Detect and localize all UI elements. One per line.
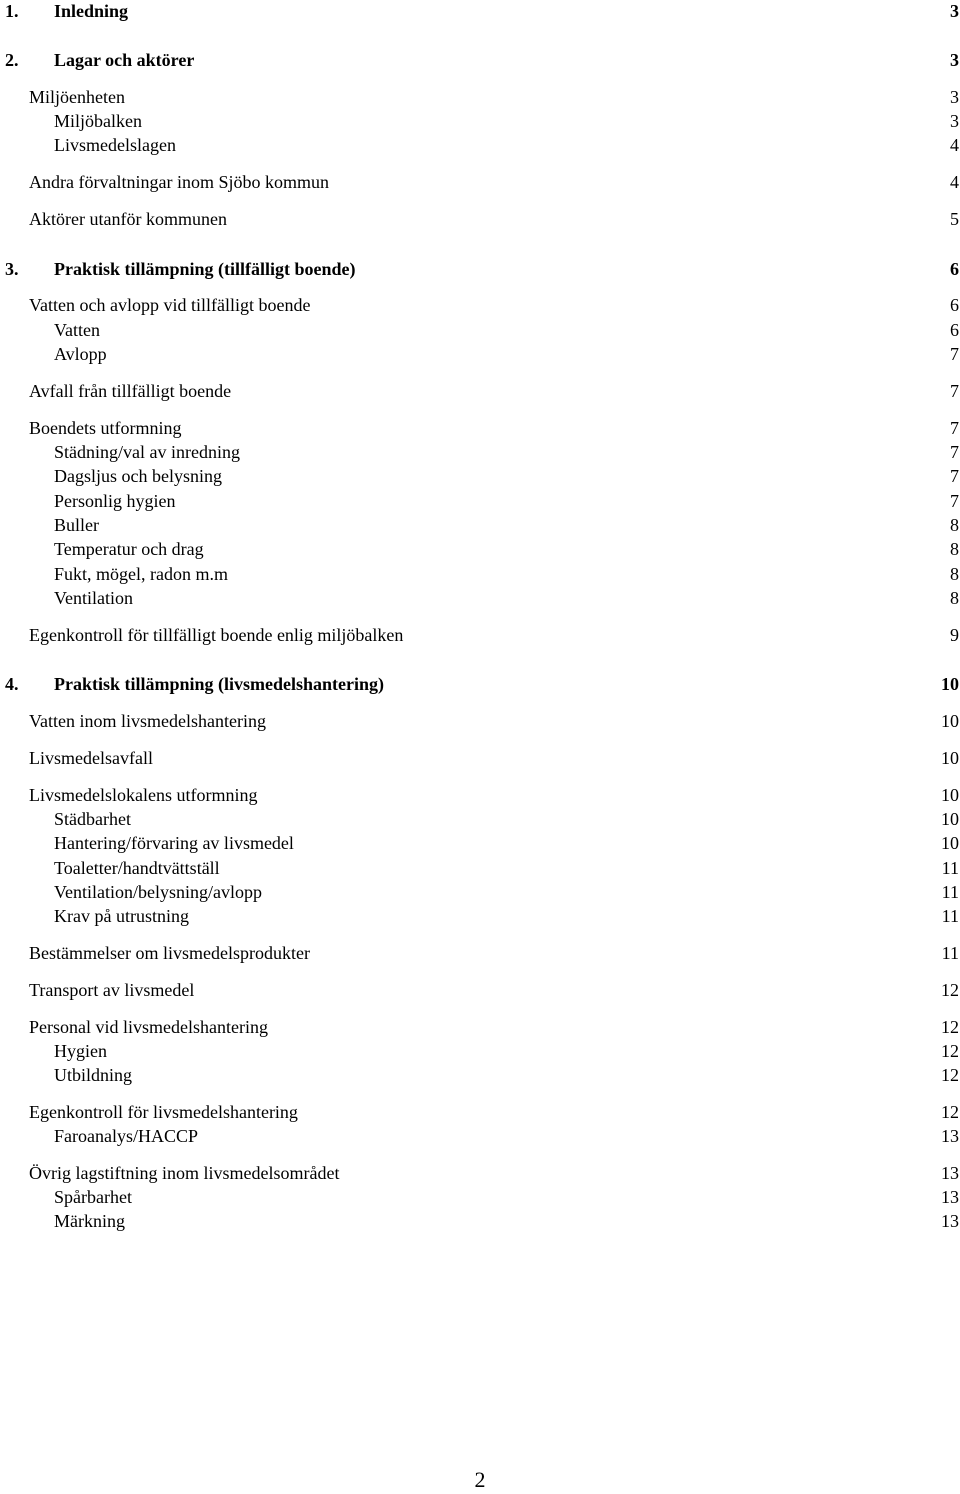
toc-entry-subsubsection (0, 1185, 960, 1209)
toc-entry-page: 4 (950, 135, 959, 155)
toc-entry-label: Avlopp (54, 344, 107, 364)
toc-entry-page: 7 (950, 344, 959, 364)
toc-entry-label: Livsmedelslagen (54, 135, 176, 155)
toc-entry-label: Temperatur och drag (54, 539, 204, 559)
toc-entry-label: Andra förvaltningar inom Sjöbo kommun (29, 172, 329, 192)
toc-entry-page: 8 (950, 564, 959, 584)
toc-entry-label: Egenkontroll för livsmedelshantering (29, 1102, 298, 1122)
toc-entry-section (0, 48, 960, 72)
toc-entry-label: Städning/val av inredning (54, 442, 240, 462)
toc-entry-label: Buller (54, 515, 99, 535)
toc-entry-page: 3 (950, 50, 959, 70)
toc-entry-subsection (0, 293, 960, 317)
toc-entry-label: Faroanalys/HACCP (54, 1126, 198, 1146)
toc-entry-page: 10 (941, 785, 959, 805)
toc-entry-subsubsection (0, 342, 960, 366)
toc-entry-label: Hantering/förvaring av livsmedel (54, 833, 294, 853)
toc-entry-page: 11 (941, 943, 959, 963)
toc-entry-page: 4 (950, 172, 959, 192)
toc-entry-label: Praktisk tillämpning (livsmedelshantering) (54, 674, 385, 694)
toc-entry-label: Egenkontroll för tillfälligt boende enlig miljöbalken (29, 625, 404, 645)
toc-entry-subsection (0, 746, 960, 770)
toc-entry-page: 12 (941, 1102, 959, 1122)
toc-entry-label: Krav på utrustning (54, 906, 189, 926)
toc-entry-label: Miljöbalken (54, 111, 142, 131)
toc-entry-label: Ventilation (54, 588, 133, 608)
toc-entry-page: 13 (941, 1126, 959, 1146)
toc-entry-subsubsection (0, 440, 960, 464)
toc-entry-subsubsection (0, 1124, 960, 1148)
toc-entry-label: Toaletter/handtvättställ (54, 858, 220, 878)
toc-entry-page: 13 (941, 1163, 959, 1183)
toc-entry-page: 3 (950, 1, 959, 21)
toc-entry-label: Livsmedelsavfall (29, 748, 153, 768)
toc-entry-label: Miljöenheten (29, 87, 125, 107)
toc-entry-label: Transport av livsmedel (29, 980, 195, 1000)
toc-entry-label: Bestämmelser om livsmedelsprodukter (29, 943, 310, 963)
toc-entry-label: Praktisk tillämpning (tillfälligt boende) (54, 259, 356, 279)
toc-entry-page: 11 (941, 882, 959, 902)
toc-entry-page: 8 (950, 539, 959, 559)
toc-entry-label: Fukt, mögel, radon m.m (54, 564, 228, 584)
toc-entry-label: Vatten och avlopp vid tillfälligt boende (29, 295, 311, 315)
toc-entry-label: Dagsljus och belysning (54, 466, 222, 486)
toc-entry-subsubsection (0, 1063, 960, 1087)
toc-entry-page: 13 (941, 1211, 959, 1231)
toc-entry-page: 10 (941, 711, 959, 731)
section-number: 1. (5, 1, 19, 21)
section-number: 2. (5, 50, 19, 70)
toc-entry-section (0, 257, 960, 281)
toc-entry-subsection (0, 416, 960, 440)
toc-entry-page: 10 (941, 833, 959, 853)
toc-entry-subsubsection (0, 489, 960, 513)
toc-entry-subsection (0, 85, 960, 109)
toc-entry-page: 12 (941, 980, 959, 1000)
toc-entry-page: 7 (950, 418, 959, 438)
toc-entry-subsection (0, 1161, 960, 1185)
toc-entry-page: 10 (941, 674, 959, 694)
toc-entry-label: Ventilation/belysning/avlopp (54, 882, 262, 902)
toc-entry-subsubsection (0, 464, 960, 488)
section-number: 3. (5, 259, 19, 279)
toc-entry-subsubsection (0, 1209, 960, 1233)
toc-entry-subsection (0, 978, 960, 1002)
toc-entry-label: Utbildning (54, 1065, 133, 1085)
toc-entry-label: Hygien (54, 1041, 107, 1061)
section-number: 4. (5, 674, 19, 694)
toc-entry-subsubsection (0, 513, 960, 537)
toc-entry-section (0, 0, 960, 23)
toc-entry-subsubsection (0, 562, 960, 586)
toc-entry-page: 3 (950, 87, 959, 107)
page-number: 2 (474, 1467, 486, 1492)
toc-entry-subsubsection (0, 856, 960, 880)
toc-entry-page: 12 (941, 1041, 959, 1061)
toc-entry-subsubsection (0, 109, 960, 133)
toc-entry-subsubsection (0, 537, 960, 561)
toc-entry-page: 5 (950, 209, 959, 229)
toc-entry-label: Märkning (54, 1211, 125, 1231)
toc-entry-page: 12 (941, 1065, 959, 1085)
toc-entry-subsection (0, 1100, 960, 1124)
toc-entry-subsubsection (0, 1039, 960, 1063)
toc-entry-label: Vatten (54, 320, 100, 340)
toc-entry-label: Städbarhet (54, 809, 131, 829)
toc-entry-subsection (0, 379, 960, 403)
toc-entry-subsubsection (0, 880, 960, 904)
toc-entry-label: Spårbarhet (54, 1187, 132, 1207)
toc-entry-label: Boendets utformning (29, 418, 182, 438)
toc-entry-page: 11 (941, 906, 959, 926)
toc-entry-label: Avfall från tillfälligt boende (29, 381, 232, 401)
toc-entry-page: 7 (950, 381, 959, 401)
toc-entry-page: 10 (941, 748, 959, 768)
toc-entry-subsection (0, 941, 960, 965)
toc-entry-page: 7 (950, 442, 959, 462)
toc-entry-subsubsection (0, 318, 960, 342)
toc-entry-label: Personlig hygien (54, 491, 176, 511)
toc-entry-subsubsection (0, 807, 960, 831)
toc-entry-subsubsection (0, 904, 960, 928)
toc-entry-subsection (0, 170, 960, 194)
toc-entry-subsection (0, 207, 960, 231)
toc-entry-page: 8 (950, 515, 959, 535)
toc-entry-label: Övrig lagstiftning inom livsmedelsområdet (29, 1163, 340, 1183)
toc-entry-page: 10 (941, 809, 959, 829)
toc-entry-label: Inledning (54, 1, 129, 21)
toc-entry-subsection (0, 783, 960, 807)
toc-entry-subsection (0, 1015, 960, 1039)
toc-entry-subsubsection (0, 133, 960, 157)
toc-entry-subsubsection (0, 586, 960, 610)
toc-entry-page: 13 (941, 1187, 959, 1207)
toc-entry-label: Aktörer utanför kommunen (29, 209, 227, 229)
toc-entry-page: 7 (950, 491, 959, 511)
toc-entry-label: Personal vid livsmedelshantering (29, 1017, 268, 1037)
toc-entry-label: Lagar och aktörer (54, 50, 195, 70)
toc-entry-page: 7 (950, 466, 959, 486)
toc-entry-subsection (0, 623, 960, 647)
toc-entry-label: Vatten inom livsmedelshantering (29, 711, 266, 731)
toc-entry-subsection (0, 709, 960, 733)
toc-entry-page: 9 (950, 625, 959, 645)
toc-entry-section (0, 672, 960, 696)
toc-entry-page: 6 (950, 259, 959, 279)
toc-entry-page: 12 (941, 1017, 959, 1037)
toc-entry-page: 6 (950, 320, 959, 340)
toc-entry-page: 8 (950, 588, 959, 608)
toc-entry-subsubsection (0, 831, 960, 855)
toc-entry-page: 3 (950, 111, 959, 131)
toc-entry-label: Livsmedelslokalens utformning (29, 785, 258, 805)
toc-entry-page: 11 (941, 858, 959, 878)
toc-entry-page: 6 (950, 295, 959, 315)
